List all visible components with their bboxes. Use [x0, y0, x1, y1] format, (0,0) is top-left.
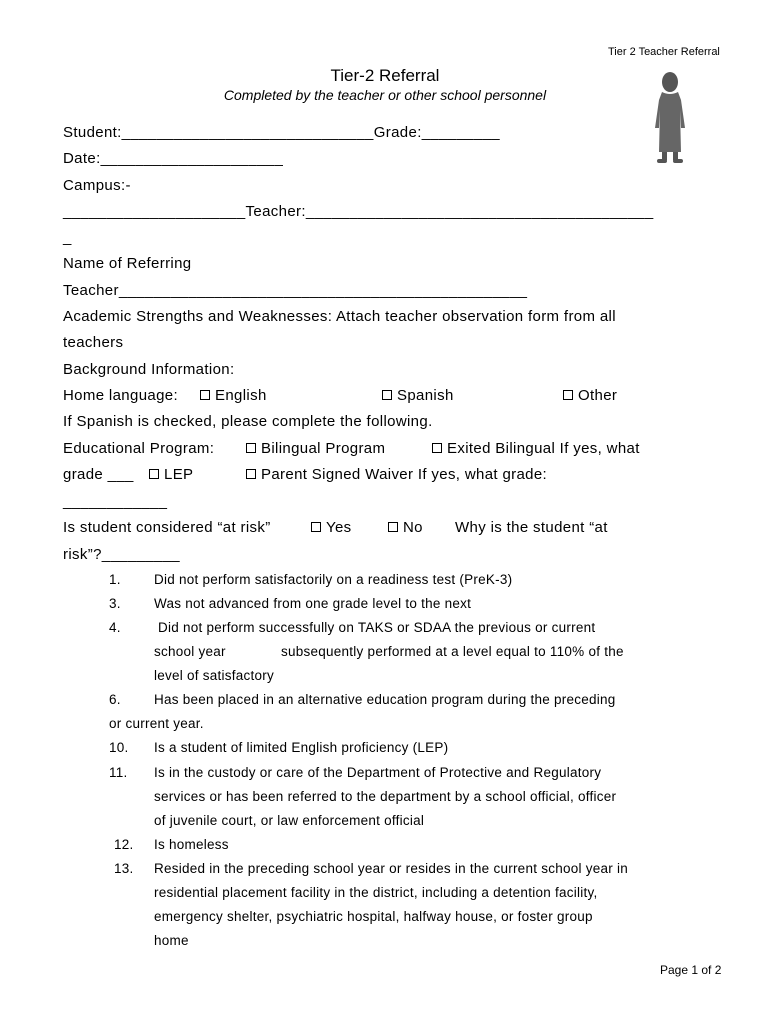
criterion-text-line: emergency shelter, psychiatric hospital, halfway house, or foster group — [154, 909, 593, 924]
at-risk-yes-option[interactable]: Yes — [311, 519, 352, 536]
criterion-text-line: school year — [154, 644, 226, 659]
criterion-text: Is a student of limited English proficiency (LEP) — [154, 740, 449, 755]
waiver-option[interactable]: Parent Signed Waiver If yes, what grade: — [246, 466, 547, 483]
at-risk-why: Why is the student “at — [455, 519, 608, 536]
criterion-text: Has been placed in an alternative education program during the preceding — [154, 692, 616, 707]
no-checkbox[interactable] — [388, 522, 398, 532]
criterion-text: Is in the custody or care of the Department of Protective and Regulatory — [154, 765, 602, 780]
academic-strengths: Academic Strengths and Weaknesses: Attach teacher observation form from all — [63, 308, 616, 325]
criterion-text-line: subsequently performed at a level equal to 110% of the — [281, 644, 624, 659]
page-subtitle: Completed by the teacher or other school personnel — [223, 87, 547, 103]
other-checkbox[interactable] — [563, 390, 573, 400]
other-option[interactable]: Other — [563, 387, 617, 404]
referring-teacher-field: Teacher_______________________________________________ — [63, 282, 528, 299]
spanish-checkbox[interactable] — [382, 390, 392, 400]
spanish-note: If Spanish is checked, please complete the following. — [63, 413, 433, 430]
criterion-number: 11. — [109, 765, 128, 780]
criterion-number: 3. — [109, 596, 121, 611]
bilingual-option[interactable]: Bilingual Program — [246, 440, 385, 457]
criterion-text-line: home — [154, 933, 189, 948]
campus-teacher-field: _____________________Teacher:________________________________________ — [63, 203, 654, 220]
page-title: Tier-2 Referral — [330, 66, 440, 85]
criterion-text-line: services or has been referred to the department by a school official, officer — [154, 789, 617, 804]
criterion-text-line: level of satisfactory — [154, 668, 275, 683]
spanish-option[interactable]: Spanish — [382, 387, 454, 404]
campus-field: Campus:- — [63, 177, 131, 194]
english-option[interactable]: English — [200, 387, 267, 404]
exited-checkbox[interactable] — [432, 443, 442, 453]
criterion-text: Is homeless — [154, 837, 229, 852]
waiver-checkbox[interactable] — [246, 469, 256, 479]
criterion-text: Was not advanced from one grade level to the next — [154, 596, 472, 611]
page-number: Page 1 of 2 — [660, 963, 722, 977]
academic-strengths-cont: teachers — [63, 334, 124, 351]
at-risk-why-cont: risk”?_________ — [63, 546, 180, 563]
person-silhouette-icon — [645, 70, 695, 166]
educational-program-label: Educational Program: — [63, 440, 215, 457]
criterion-text-line: or current year. — [109, 716, 204, 731]
at-risk-no-option[interactable]: No — [388, 519, 423, 536]
date-field: Date:_____________________ — [63, 150, 284, 167]
grade-blank: grade ___ — [63, 466, 134, 483]
criterion-number: 10. — [109, 740, 129, 755]
criterion-number: 13. — [114, 861, 134, 876]
background-label: Background Information: — [63, 361, 235, 378]
lep-checkbox[interactable] — [149, 469, 159, 479]
criterion-number: 1. — [109, 572, 121, 587]
criterion-number: 12. — [114, 837, 134, 852]
yes-checkbox[interactable] — [311, 522, 321, 532]
bilingual-checkbox[interactable] — [246, 443, 256, 453]
criterion-number: 6. — [109, 692, 121, 707]
header-label: Tier 2 Teacher Referral — [608, 46, 720, 58]
criterion-text: Did not perform successfully on TAKS or SDAA the previous or current — [154, 620, 596, 635]
criterion-number: 4. — [109, 620, 121, 635]
student-grade-field: Student:_____________________________Grade:_________ — [63, 124, 500, 141]
at-risk-question: Is student considered “at risk” — [63, 519, 271, 536]
referring-label: Name of Referring — [63, 255, 192, 272]
criterion-text: Resided in the preceding school year or resides in the current school year in — [154, 861, 628, 876]
english-checkbox[interactable] — [200, 390, 210, 400]
underscore-tail: _ — [63, 229, 72, 246]
criterion-text: Did not perform satisfactorily on a readiness test (PreK-3) — [154, 572, 513, 587]
lep-option[interactable]: LEP — [149, 466, 193, 483]
home-language-label: Home language: — [63, 387, 178, 404]
exited-option[interactable]: Exited Bilingual If yes, what — [432, 440, 640, 457]
criterion-text-line: of juvenile court, or law enforcement official — [154, 813, 425, 828]
waiver-grade-line: ____________ — [63, 493, 168, 510]
criterion-text-line: residential placement facility in the district, including a detention facility, — [154, 885, 598, 900]
